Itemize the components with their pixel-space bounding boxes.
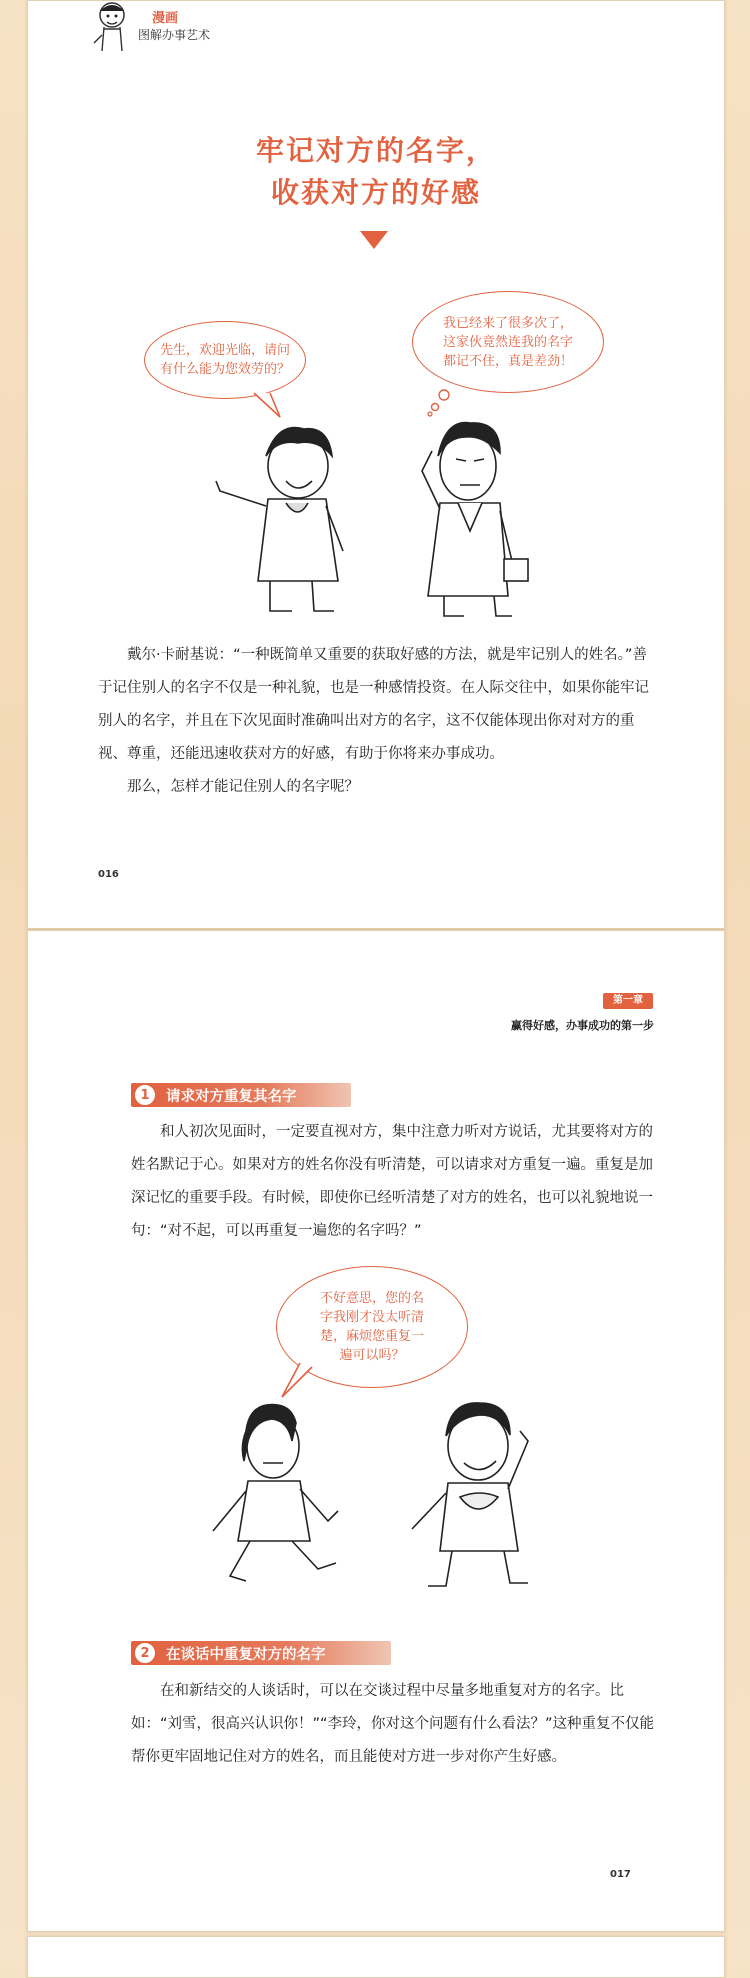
bubble-line: 楚，麻烦您重复一 — [319, 1329, 424, 1344]
section-title: 请求对方重复其名字 — [166, 1088, 297, 1105]
book-page-left — [27, 0, 725, 929]
speech-bubble-guest — [412, 291, 604, 393]
bubble-line: 字我刚才没太听清 — [319, 1310, 424, 1325]
chapter-title: 赢得好感，办事成功的第一步 — [511, 1019, 654, 1032]
section-2-text — [131, 1675, 661, 1774]
body-text — [98, 639, 653, 804]
bubble-line: 有什么能为您效劳的？ — [159, 362, 290, 377]
chapter-tag: 第一章 — [603, 993, 653, 1009]
down-triangle-icon — [360, 231, 388, 249]
paragraph: 戴尔·卡耐基说：“一种既简单又重要的获取好感的方法，就是牢记别人的姓名。”善于记住别人的名字不仅是一种礼貌，也是一种感情投资。在人际交往中，如果你能牢记别人的名字，并且在下次见面时准确叫出对方的名字，这不仅能体现出你对对方的重视、尊重，还能迅速收获对方的好感，有助于你将来办事成功。 — [98, 647, 649, 762]
cartoon-two-men-illustration — [188, 1401, 588, 1591]
paragraph: 那么，怎样才能记住别人的名字呢？ — [127, 779, 359, 795]
section-number-badge: 1 — [134, 1084, 156, 1106]
page-number: 017 — [610, 1869, 631, 1880]
bubble-line: 我已经来了很多次了， — [442, 315, 573, 331]
section-1-text — [131, 1116, 661, 1248]
page-title-line2: 收获对方的好感 — [270, 176, 481, 209]
section-heading-2 — [131, 1641, 391, 1665]
bubble-line: 先生，欢迎光临，请问 — [159, 343, 290, 358]
cartoon-host-and-guest-illustration — [208, 411, 568, 621]
page-number: 016 — [98, 869, 119, 880]
bubble-line: 这家伙竟然连我的名字 — [442, 334, 573, 350]
section-heading-1 — [131, 1083, 351, 1107]
bubble-line: 都记不住，真是差劲！ — [442, 353, 573, 369]
bubble-line: 不好意思，您的名 — [319, 1291, 424, 1306]
series-title: 漫画 — [152, 11, 179, 26]
section-title: 在谈话中重复对方的名字 — [166, 1646, 326, 1663]
section-number-badge: 2 — [134, 1642, 156, 1664]
speech-bubble-host — [144, 321, 306, 399]
book-page-next — [27, 1936, 725, 1978]
book-title: 图解办事艺术 — [138, 28, 211, 42]
bubble-tail — [278, 1361, 318, 1401]
book-page-right — [27, 930, 725, 1932]
page-title-line1: 牢记对方的名字， — [255, 134, 496, 167]
paragraph: 和人初次见面时，一定要直视对方，集中注意力听对方说话，尤其要将对方的姓名默记于心。如果对方的姓名你没有听清楚，可以请求对方重复一遍。重复是加深记忆的重要手段。有时候，即使你已经听清楚了对方的姓名，也可以礼貌地说一句：“对不起，可以再重复一遍您的名字吗？” — [131, 1124, 653, 1239]
bubble-line: 遍可以吗？ — [339, 1348, 405, 1363]
paragraph: 在和新结交的人谈话时，可以在交谈过程中尽量多地重复对方的名字。比如：“刘雪，很高兴认识你！”“李玲，你对这个问题有什么看法？”这种重复不仅能帮你更牢固地记住对方的姓名，而且能使对方进一步对你产生好感。 — [131, 1683, 655, 1765]
